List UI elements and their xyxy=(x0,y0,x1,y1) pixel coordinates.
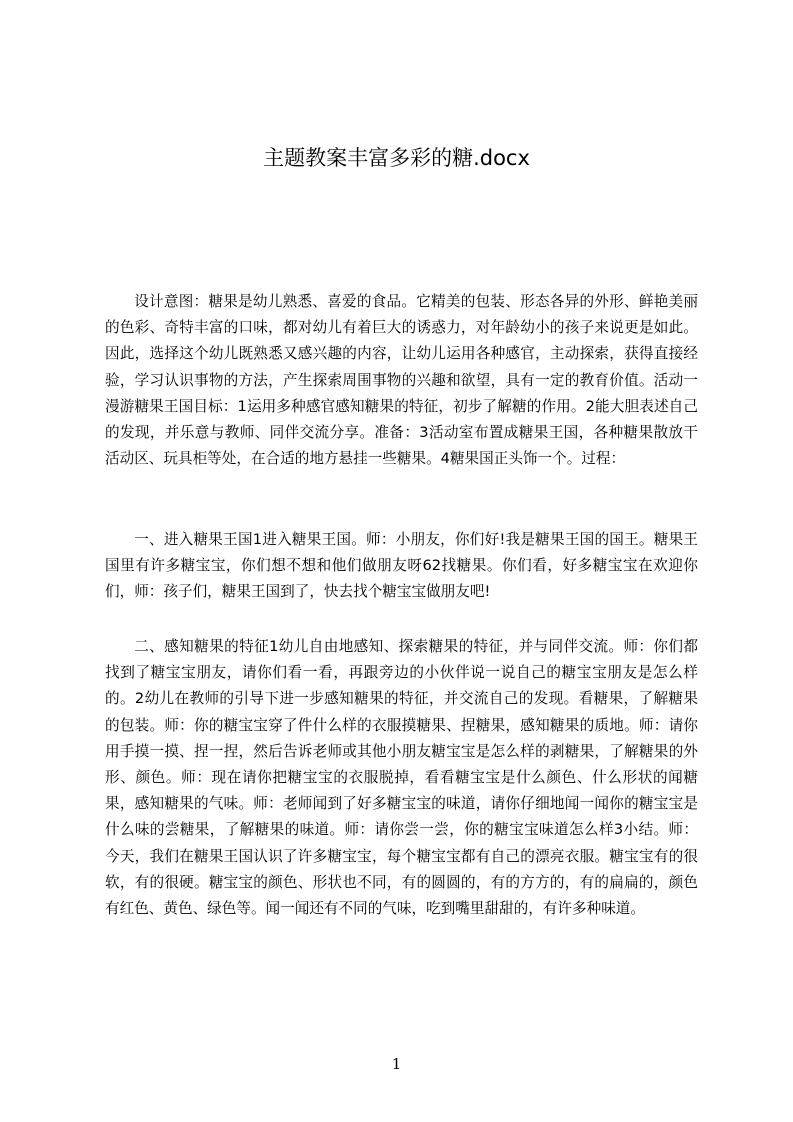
paragraph-enter-candy-kingdom: 一、进入糖果王国1进入糖果王国。师：小朋友，你们好!我是糖果王国的国王。糖果王国里有许多糖宝宝，你们想不想和他们做朋友呀62找糖果。你们看，好多糖宝宝在欢迎你们，师：孩子们，糖果王国到了，快去找个糖宝宝做朋友吧! xyxy=(105,531,698,601)
document-title: 主题教案丰富多彩的糖.docx xyxy=(263,146,530,170)
page-number: 1 xyxy=(391,1055,402,1073)
paragraph-design-intent: 设计意图：糖果是幼儿熟悉、喜爱的食品。它精美的包装、形态各异的外形、鲜艳美丽的色彩、奇特丰富的口味，都对幼儿有着巨大的诱惑力，对年龄幼小的孩子来说更是如此。因此，选择这个幼儿既熟悉又感兴趣的内容，让幼儿运用各种感官，主动探索，获得直接经验，学习认识事物的方法，产生探索周围事物的兴趣和欲望，具有一定的教育价值。活动一漫游糖果王国目标：1运用多种感官感知糖果的特征，初步了解糖的作用。2能大胆表述自己的发现，并乐意与教师、同伴交流分享。准备：3活动室布置成糖果王国，各种糖果散放干活动区、玩具柜等处，在合适的地方悬挂一些糖果。4糖果国正头饰一个。过程： xyxy=(105,293,698,468)
paragraph-perceive-candy-features: 二、感知糖果的特征1幼儿自由地感知、探索糖果的特征，并与同伴交流。师：你们都找到了糖宝宝朋友，请你们看一看，再跟旁边的小伙伴说一说自己的糖宝宝朋友是怎么样的。2幼儿在教师的引导下进一步感知糖果的特征，并交流自己的发现。看糖果，了解糖果的包装。师：你的糖宝宝穿了件什么样的衣服摸糖果、捏糖果，感知糖果的质地。师：请你用手摸一摸、捏一捏，然后告诉老师或其他小朋友糖宝宝是怎么样的剥糖果，了解糖果的外形、颜色。师：现在请你把糖宝宝的衣服脱掉，看看糖宝宝是什么颜色、什么形状的闻糖果，感知糖果的气味。师：老师闻到了好多糖宝宝的味道，请你仔细地闻一闻你的糖宝宝是什么味的尝糖果，了解糖果的味道。师：请你尝一尝，你的糖宝宝味道怎么样3小结。师：今天，我们在糖果王国认识了许多糖宝宝，每个糖宝宝都有自己的漂亮衣服。糖宝宝有的很软，有的很硬。糖宝宝的颜色、形状也不同，有的圆圆的，有的方方的，有的扁扁的，颜色有红色、黄色、绿色等。闻一闻还有不同的气味，吃到嘴里甜甜的，有许多种味道。 xyxy=(105,638,698,918)
